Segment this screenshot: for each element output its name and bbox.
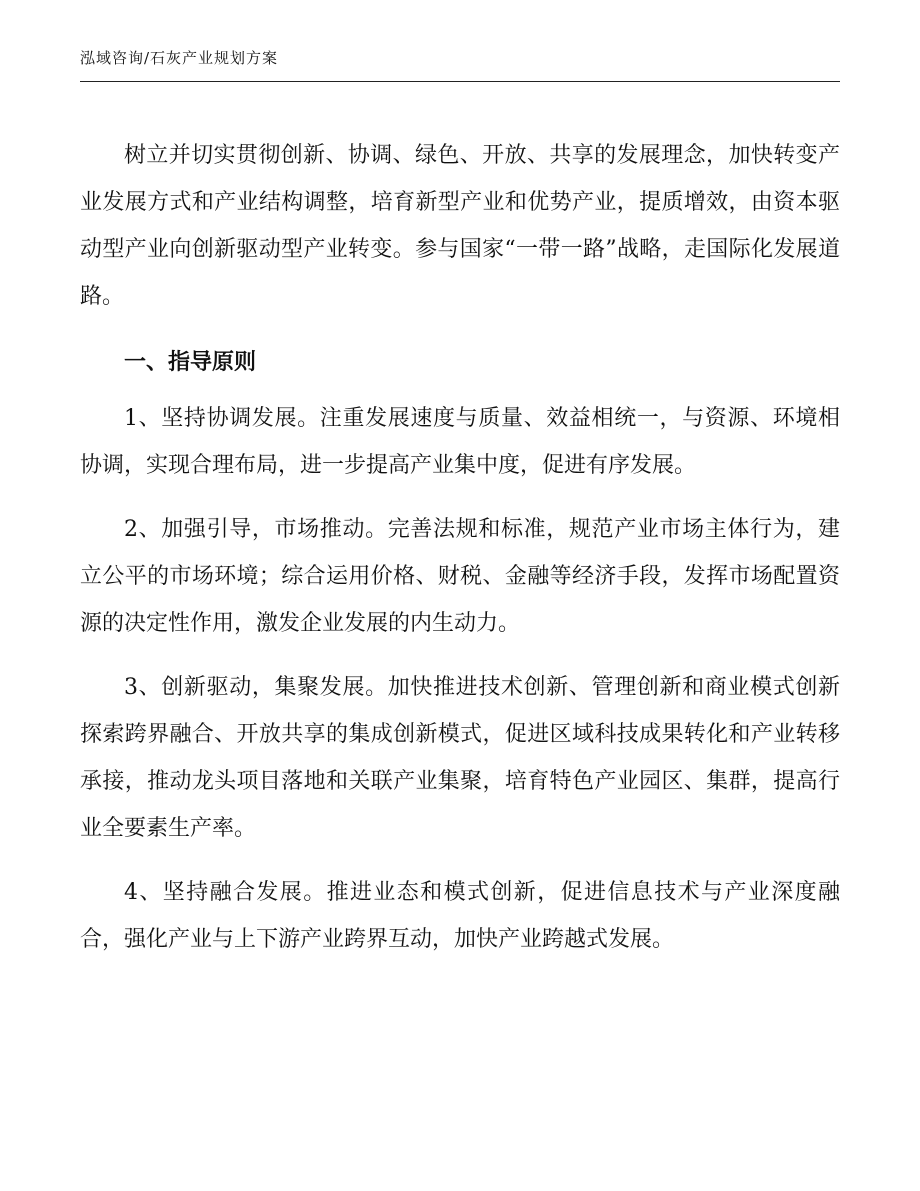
principle-paragraph-2: 2、加强引导，市场推动。完善法规和标准，规范产业市场主体行为，建立公平的市场环境；综合运用价格、财税、金融等经济手段，发挥市场配置资源的决定性作用，激发企业发展的内生动力。: [80, 517, 840, 636]
principle-paragraph-3: 3、创新驱动，集聚发展。加快推进技术创新、管理创新和商业模式创新探索跨界融合、开放共享的集成创新模式，促进区域科技成果转化和产业转移承接，推动龙头项目落地和关联产业集聚，培育特色产业园区、集群，提高行业全要素生产率。: [80, 675, 840, 841]
section-heading: 一、指导原则: [124, 349, 257, 375]
principle-paragraph-1: 1、坚持协调发展。注重发展速度与质量、效益相统一，与资源、环境相协调，实现合理布局，进一步提高产业集中度，促进有序发展。: [80, 406, 840, 478]
header-title: 泓域咨询/石灰产业规划方案: [80, 49, 279, 67]
principle-paragraph-4: 4、坚持融合发展。推进业态和模式创新，促进信息技术与产业深度融合，强化产业与上下游产业跨界互动，加快产业跨越式发展。: [80, 880, 840, 952]
header-divider: [80, 81, 840, 82]
document-body: [80, 132, 840, 980]
intro-paragraph: 树立并切实贯彻创新、协调、绿色、开放、共享的发展理念，加快转变产业发展方式和产业结构调整，培育新型产业和优势产业，提质增效，由资本驱动型产业向创新驱动型产业转变。参与国家“一带一路”战略，走国际化发展道路。: [80, 143, 840, 309]
